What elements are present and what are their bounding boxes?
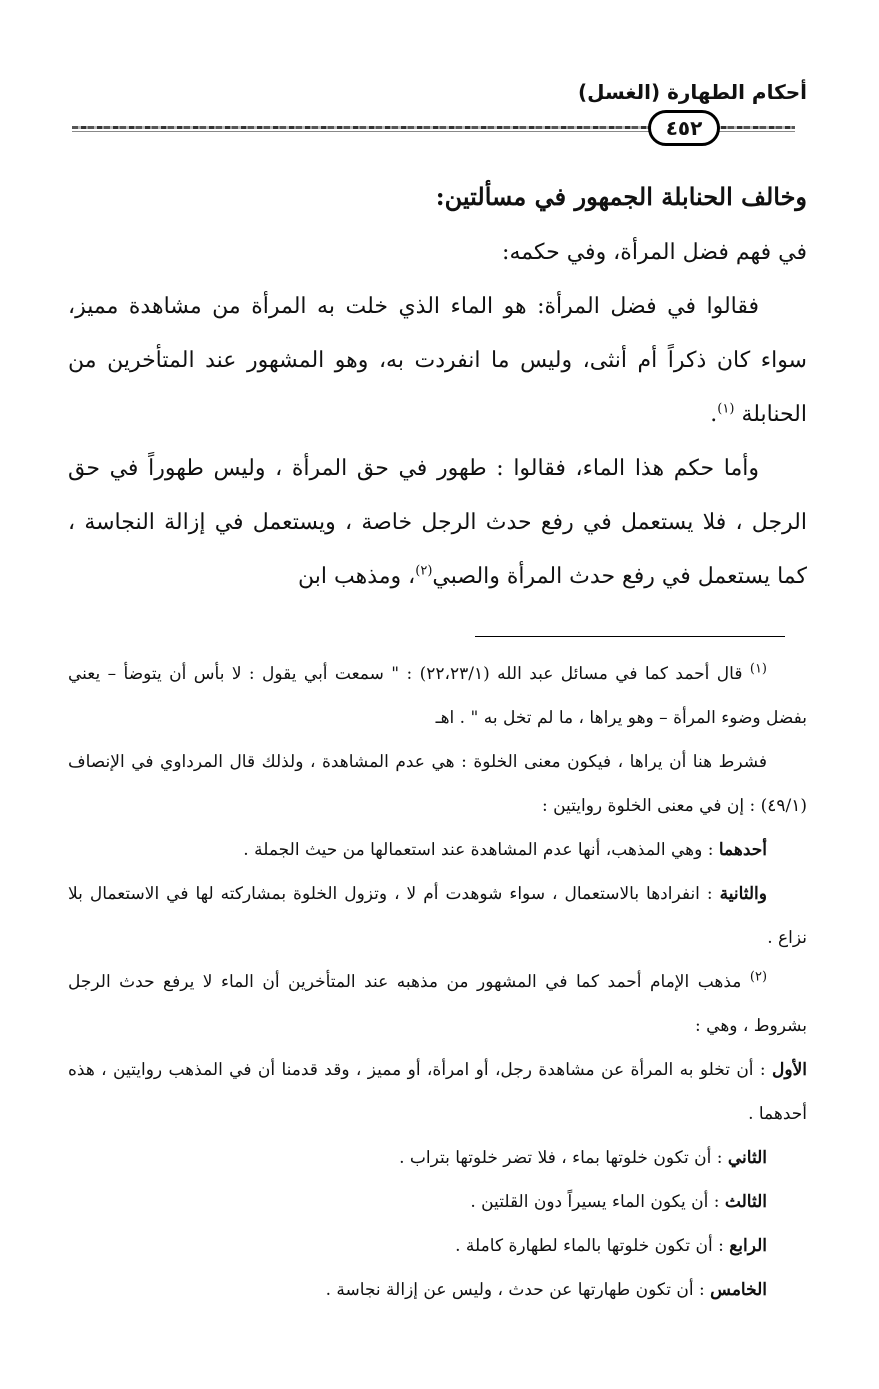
footnote-divider xyxy=(475,636,785,637)
paragraph-3 xyxy=(68,442,807,604)
second-label: والثانية xyxy=(719,884,767,904)
footnote-2 xyxy=(68,960,807,1048)
condition-1-label: الأول xyxy=(772,1060,807,1080)
paragraph-2-text: فقالوا في فضل المرأة: هو الماء الذي خلت به المرأة من مشاهدة مميز، سواء كان ذكراً أم أنثى، وليس ما انفردت به، وهو المشهور عند المتأخرين من الحنابلة xyxy=(68,294,807,427)
paragraph-1: في فهم فضل المرأة، وفي حكمه: xyxy=(502,240,807,265)
footnote-1-second xyxy=(68,872,807,960)
condition-5-text: : أن تكون طهارتها عن حدث ، وليس عن إزالة نجاسة . xyxy=(325,1280,711,1300)
condition-4-label: الرابع xyxy=(729,1236,767,1256)
footnote-2-text: مذهب الإمام أحمد كما في المشهور من مذهبه عند المتأخرين أن الماء لا يرفع حدث الرجل بشروط ، وهي : xyxy=(68,972,807,1036)
paragraph-2 xyxy=(68,280,807,442)
first-text: : وهي المذهب، أنها عدم المشاهدة عند استعمالها من حيث الجملة . xyxy=(243,840,719,860)
condition-4 xyxy=(68,1224,807,1268)
paragraph-3-end: ، ومذهب ابن xyxy=(298,564,416,589)
page-number-badge xyxy=(648,110,720,146)
paragraph-2-end: . xyxy=(710,402,718,427)
footnote-1-text: قال أحمد كما في مسائل عبد الله (٢٢،٢٣/١) : " سمعت أبي يقول : لا بأس أن يتوضأ – يعني بفضل وضوء المرأة – وهو يراها ، ما لم تخل به " . اهـ xyxy=(68,664,807,728)
section-heading: وخالف الحنابلة الجمهور في مسألتين: xyxy=(435,182,807,211)
condition-2 xyxy=(68,1136,807,1180)
condition-3-label: الثالث xyxy=(724,1192,767,1212)
footnote-1 xyxy=(68,652,807,740)
condition-3 xyxy=(68,1180,807,1224)
page-number: ٤٥٢ xyxy=(665,116,703,140)
running-title: أحكام الطهارة (الغسل) xyxy=(577,80,807,104)
footnote-1-paragraph-2: فشرط هنا أن يراها ، فيكون معنى الخلوة : هي عدم المشاهدة ، ولذلك قال المرداوي في الإنصاف (٤٩/١) : إن في معنى الخلوة روايتين : xyxy=(68,752,807,816)
footnote-2-marker: (٢) xyxy=(749,969,768,985)
condition-2-label: الثاني xyxy=(727,1148,767,1168)
footnote-1-first xyxy=(68,828,807,872)
footnote-ref-1[interactable]: (١) xyxy=(717,401,735,417)
condition-4-text: : أن تكون خلوتها بالماء لطهارة كاملة . xyxy=(455,1236,730,1256)
footnote-1-marker: (١) xyxy=(749,661,767,677)
condition-1 xyxy=(68,1048,807,1136)
footnote-ref-2[interactable]: (٢) xyxy=(415,563,433,579)
second-text: : انفرادها بالاستعمال ، سواء شوهدت أم لا ، وتزول الخلوة بمشاركته لها في الاستعمال بلا نزاع . xyxy=(68,884,807,948)
paragraph-3-text: وأما حكم هذا الماء، فقالوا : طهور في حق المرأة ، وليس طهوراً في حق الرجل ، فلا يستعمل في رفع حدث الرجل خاصة ، ويستعمل في إزالة النجاسة ، كما يستعمل في رفع حدث المرأة والصبي xyxy=(68,456,807,589)
first-label: أحدهما xyxy=(718,840,767,860)
main-text xyxy=(68,170,807,604)
condition-3-text: : أن يكون الماء يسيراً دون القلتين . xyxy=(470,1192,725,1212)
condition-2-text: : أن تكون خلوتها بماء ، فلا تضر خلوتها بتراب . xyxy=(399,1148,728,1168)
condition-1-text: : أن تخلو به المرأة عن مشاهدة رجل، أو امرأة، أو مميز ، وقد قدمنا أن في المذهب روايتين ، هذه أحدهما . xyxy=(68,1060,807,1124)
condition-5-label: الخامس xyxy=(710,1280,767,1300)
footnotes xyxy=(68,652,807,1312)
condition-5 xyxy=(68,1268,807,1312)
